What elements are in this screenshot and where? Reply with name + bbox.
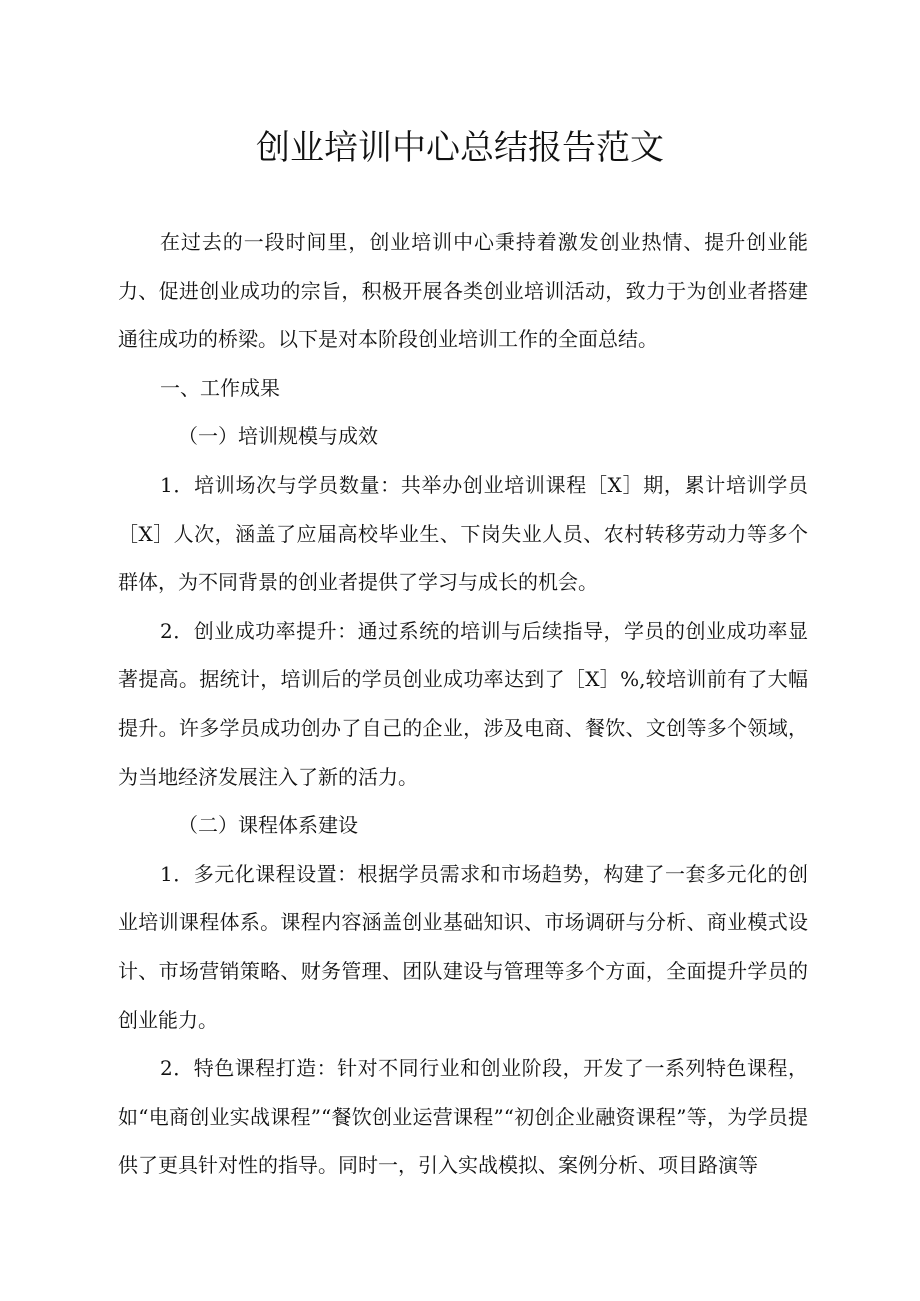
intro-paragraph: 在过去的一段时间里，创业培训中心秉持着激发创业热情、提升创业能力、促进创业成功的宗旨，积极开展各类创业培训活动，致力于为创业者搭建通往成功的桥梁。以下是对本阶段创业培训工作的全面总结。 (118, 230, 808, 352)
subsection-heading-curriculum: （二）课程体系建设 (178, 813, 358, 838)
paragraph-featured-courses: 2．特色课程打造：针对不同行业和创业阶段，开发了一系列特色课程，如“电商创业实战课程”“餐饮创业运营课程”“初创企业融资课程”等，为学员提供了更具针对性的指导。同时一，引入实战模拟、案例分析、项目路演等 (118, 1056, 808, 1178)
section-heading-work-results: 一、工作成果 (160, 375, 280, 400)
paragraph-diverse-courses: 1．多元化课程设置：根据学员需求和市场趋势，构建了一套多元化的创业培训课程体系。课程内容涵盖创业基础知识、市场调研与分析、商业模式设计、市场营销策略、财务管理、团队建设与管理等多个方面，全面提升学员的创业能力。 (118, 861, 808, 1032)
document-body (118, 218, 808, 1190)
subsection-heading-training-scale: （一）培训规模与成效 (178, 424, 378, 449)
document-title: 创业培训中心总结报告范文 (256, 128, 664, 168)
paragraph-training-sessions: 1．培训场次与学员数量：共举办创业培训课程［X］期，累计培训学员［X］人次，涵盖了应届高校毕业生、下岗失业人员、农村转移劳动力等多个群体，为不同背景的创业者提供了学习与成长的机会。 (118, 472, 808, 595)
paragraph-success-rate: 2．创业成功率提升：通过系统的培训与后续指导，学员的创业成功率显著提高。据统计，培训后的学员创业成功率达到了［X］%,较培训前有了大幅提升。许多学员成功创办了自己的企业，涉及电商、餐饮、文创等多个领域，为当地经济发展注入了新的活力。 (118, 618, 808, 789)
